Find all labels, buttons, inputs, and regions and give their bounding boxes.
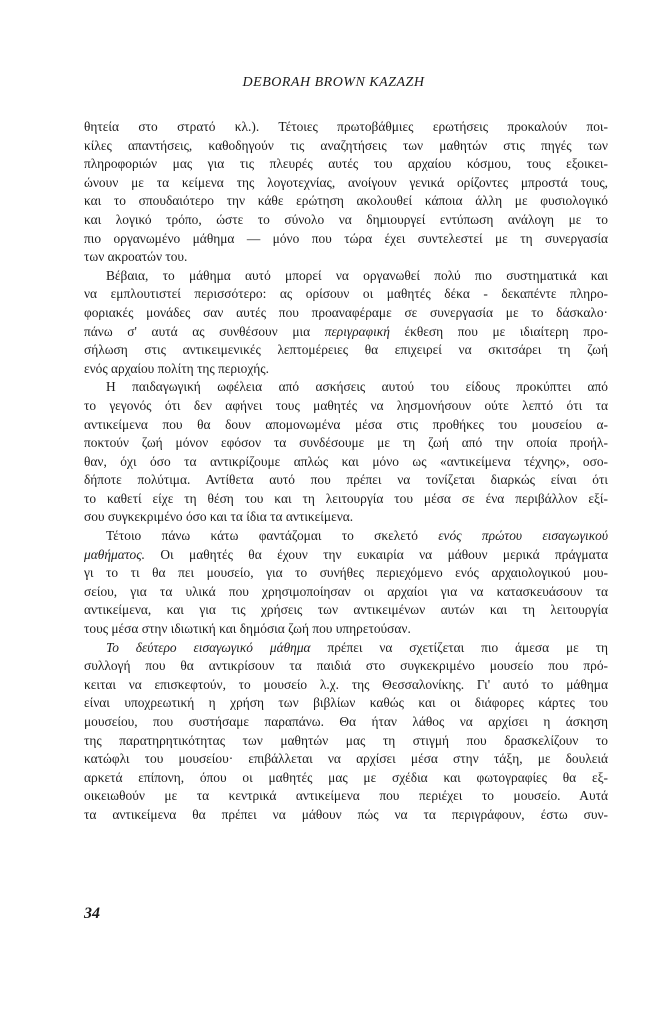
text-line: συλλογή που θα αντικρίσουν τα παιδιά στο συγκεκριμένο μουσείο που πρό- [84, 658, 608, 674]
text-line: αντικείμενα που θα δουν απομονωμένα μέσα στις προθήκες του μουσείου α- [84, 416, 608, 432]
text-line: θητεία στο στρατό κλ.). Τέτοιες πρωτοβάθμιες ερωτήσεις προκαλούν ποι- [84, 119, 608, 134]
body-text [84, 118, 608, 825]
text-line: Βέβαια, το μάθημα αυτό μπορεί να οργανωθεί πολύ πιο συστηματικά και [106, 267, 608, 283]
text-line: τα αντικείμενα θα πρέπει να μάθουν πώς να τα περιγράφουν, έστω συν- [84, 806, 608, 822]
text-line: γι το τι θα πει μουσείο, για το συνήθες περιεχόμενο ενός αρχαιολογικού μου- [84, 565, 608, 581]
page-number: 34 [84, 905, 100, 922]
text-line: φοριακές μονάδες σαν αυτές που προαναφέραμε σε συνεργασία με το δάσκαλο· [84, 304, 608, 320]
text-line: οικειωθούν με τα κεντρικά αντικείμενα που περιέχει το μουσείο. Αυτά [84, 788, 608, 804]
text-line: Τέτοιο πάνω κάτω φαντάζομαι το σκελετό ενός πρώτου εισαγωγικού [106, 528, 608, 544]
text-line: το γεγονός ότι δεν αφήνει τους μαθητές να λησμονήσουν ούτε λεπτό ότι τα [84, 397, 608, 413]
text-line: και λογικό τρόπο, ώστε το σύνολο να δημιουργεί εντύπωση ανάλογη με το [84, 211, 608, 227]
text-line: ώνουν με τα κείμενα της λογοτεχνίας, ανοίγουν γενικά ορίζοντες μπροστά τους, [84, 174, 608, 190]
text-line: σήλωση στις αντικειμενικές λεπτομέρειες θα επιχειρεί να σκιτσάρει τη ζωή [84, 342, 608, 358]
text-line: μουσείου, που συστήσαμε παραπάνω. Θα ήταν λάθος να αρχίσει η άσκηση [84, 714, 608, 729]
text-line: σου συγκεκριμένο όσο και τα ίδια τα αντικείμενα. [84, 509, 354, 525]
text-line: κειται να επισκεφτούν, το μουσείο λ.χ. της Θεσσαλονίκης. Γι' αυτό το μάθημα [84, 676, 608, 692]
text-line: ποκτούν ζωή μόνον εφόσον τα συνδέσουμε με τη ζωή από την οποία προήλ- [84, 435, 608, 451]
text-line: αντικείμενα, και για τις χρήσεις των αντικειμένων αυτών και τη λειτουργία [84, 602, 608, 618]
text-line: κατώφλι του μουσείου· επιβάλλεται να αρχίσει μέσα στην τάξη, με δουλειά [84, 751, 608, 767]
text-line: πάνω σ' αυτά ας συνθέσουν μια περιγραφική έκθεση που με ιδιαίτερη προ- [84, 323, 608, 339]
text-line: και το σπουδαιότερο την κάθε ερώτηση ακολουθεί κάποια άλλη με φυσιολογικό [84, 193, 608, 209]
text-line: της παρατηρητικότητας των μαθητών μας τη στιγμή που δρασκελίζουν το [84, 732, 608, 748]
running-head: DEBORAH BROWN KAZAZH [242, 75, 425, 90]
text-line: μαθήματος. Οι μαθητές θα έχουν την ευκαιρία να μάθουν μερικά πράγματα [84, 546, 608, 562]
text-line: το καθετί είχε τη θέση του και τη λειτουργία του μέσα σε ένα περιβάλλον εξί- [84, 490, 608, 506]
text-line: θαν, όχι όσο τα αντικρίζουμε απλώς και μόνο ως «αντικείμενα τέχνης», οσο- [84, 453, 608, 469]
text-line: τους μέσα στην ιδιωτική και δημόσια ζωή που υπηρετούσαν. [84, 621, 411, 637]
text-line: πιο οργανωμένο μάθημα — μόνο που τώρα έχει συντελεστεί με τη συνεργασία [84, 230, 608, 246]
text-line: δήποτε πολύτιμα. Αντίθετα αυτό που πρέπει να τονίζεται διαρκώς είναι ότι [84, 472, 608, 488]
text-line: είναι υποχρεωτική η χρήση των βιβλίων καθώς και οι διάφορες κάρτες του [84, 695, 608, 711]
text-line: Το δεύτερο εισαγωγικό μάθημα πρέπει να σχετίζεται πιο άμεσα με τη [106, 639, 608, 655]
text-line: των ακροατών του. [84, 249, 188, 265]
text-line: πληροφοριών μας για τις πλευρές αυτές του αρχαίου κόσμου, τους εξοικει- [84, 156, 608, 172]
text-line: κίλες απαντήσεις, καθοδηγούν τις αναζητήσεις των μαθητών στις πηγές των [84, 137, 608, 153]
text-line: αρκετά επίπονη, όπου οι μαθητές μας με σχέδια και φωτογραφίες θα εξ- [84, 769, 608, 785]
text-line: Η παιδαγωγική ωφέλεια από ασκήσεις αυτού του είδους προκύπτει από [106, 379, 608, 395]
text-line: ενός αρχαίου πολίτη της περιοχής. [84, 360, 269, 376]
text-line: σείου, για τα υλικά που χρησιμοποίησαν οι αρχαίοι για να κατασκευάσουν τα [84, 583, 608, 599]
text-line: να εμπλουτιστεί περισσότερο: ας ορίσουν οι μαθητές δέκα - δεκαπέντε πληρο- [84, 286, 608, 302]
